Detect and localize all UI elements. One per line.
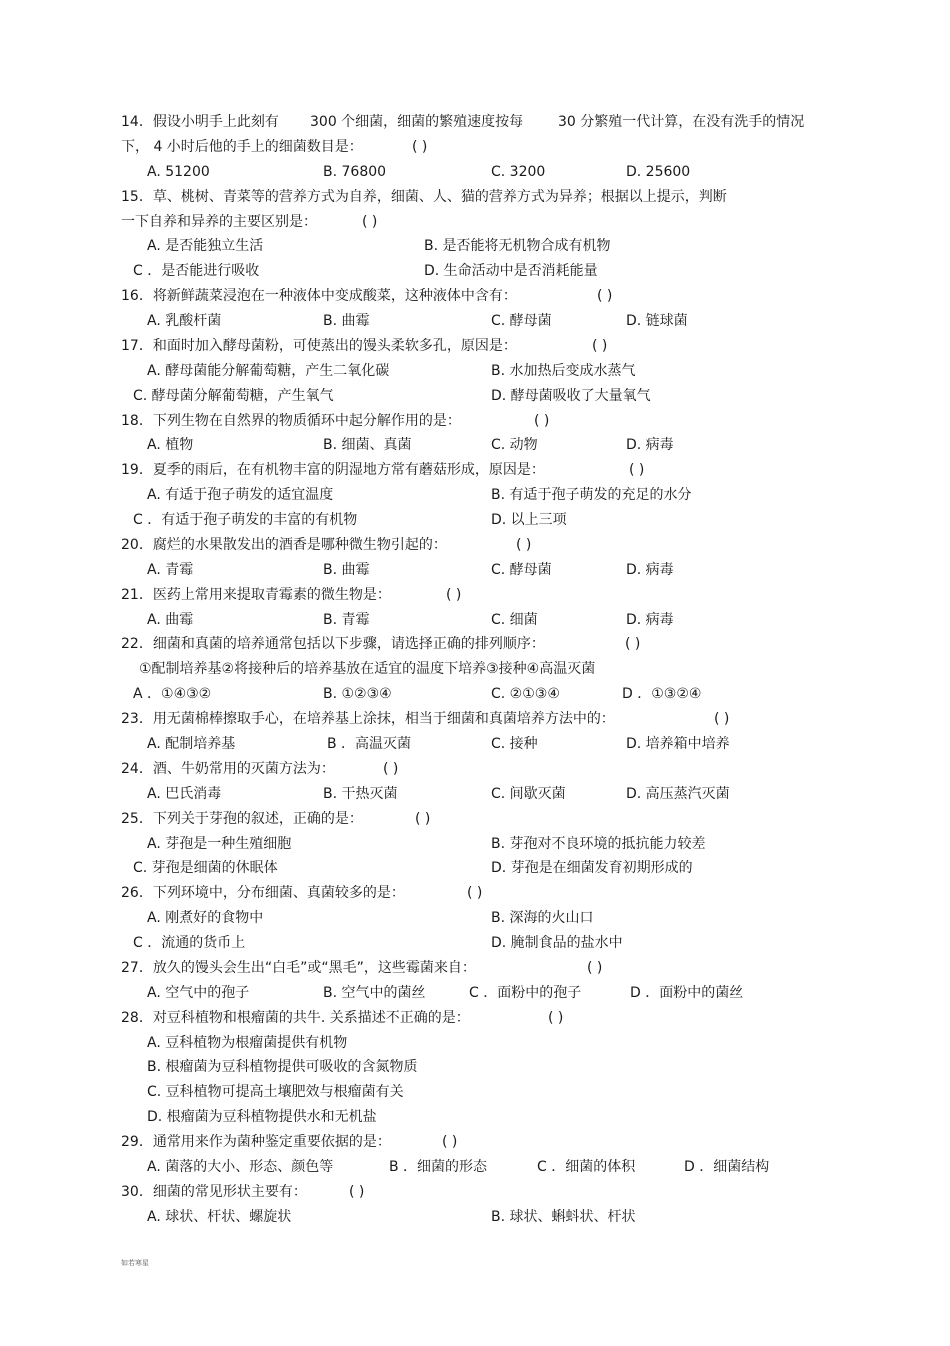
text-segment: D. 根瘤菌为豆科植物提供水和无机盐 xyxy=(147,1109,377,1125)
text-segment: ( ) xyxy=(516,537,532,553)
text-segment: B. 根瘤菌为豆科植物提供可吸收的含氮物质 xyxy=(147,1059,418,1075)
text-line xyxy=(0,634,950,654)
text-segment: ( ) xyxy=(625,636,641,652)
text-segment: ( ) xyxy=(412,139,428,155)
text-segment: 20．腐烂的水果散发出的酒香是哪种微生物引起的： xyxy=(121,537,447,553)
text-segment: D. 酵母菌吸收了大量氧气 xyxy=(491,388,651,404)
text-segment: ( ) xyxy=(714,711,730,727)
page-footer: 如若寒星 xyxy=(121,1259,149,1267)
text-segment: C ．流通的货币上 xyxy=(133,935,246,951)
text-line xyxy=(0,137,950,157)
text-segment: A. 空气中的孢子 xyxy=(147,985,250,1001)
text-segment: 14．假设小明手上此刻有 xyxy=(121,114,279,130)
text-segment: C. 酵母菌 xyxy=(491,562,552,578)
text-segment: A. 51200 xyxy=(147,164,210,180)
text-segment: A. 是否能独立生活 xyxy=(147,238,264,254)
text-segment: ( ) xyxy=(548,1010,564,1026)
text-segment: B. 青霉 xyxy=(323,612,370,628)
text-segment: B. 曲霉 xyxy=(323,313,370,329)
text-segment: A. 刚煮好的食物中 xyxy=(147,910,264,926)
text-segment: A. 菌落的大小、形态、颜色等 xyxy=(147,1159,334,1175)
text-segment: C. 3200 xyxy=(491,164,546,180)
text-segment: C ．有适于孢子萌发的丰富的有机物 xyxy=(133,512,358,528)
text-segment: B. 水加热后变成水蒸气 xyxy=(491,363,636,379)
text-segment: D. 培养箱中培养 xyxy=(626,736,730,752)
text-line xyxy=(0,1033,950,1053)
text-line xyxy=(0,958,950,978)
text-line xyxy=(0,858,950,878)
text-segment: 15．草、桃树、青菜等的营养方式为自养，细菌、人、猫的营养方式为异养；根据以上提示，判断 xyxy=(121,189,727,205)
text-segment: D ．①③②④ xyxy=(622,686,702,702)
text-line xyxy=(0,535,950,555)
text-segment: D. 链球菌 xyxy=(626,313,688,329)
text-line xyxy=(0,834,950,854)
text-segment: C. 动物 xyxy=(491,437,538,453)
text-line xyxy=(0,1182,950,1202)
text-line xyxy=(0,684,950,704)
text-segment: D. 病毒 xyxy=(626,562,674,578)
text-segment: A. 豆科植物为根瘤菌提供有机物 xyxy=(147,1035,348,1051)
text-segment: ①配制培养基②将接种后的培养基放在适宜的温度下培养③接种④高温灭菌 xyxy=(139,661,596,677)
text-segment: 25．下列关于芽孢的叙述，正确的是： xyxy=(121,811,363,827)
text-segment: D ．细菌结构 xyxy=(684,1159,770,1175)
text-line xyxy=(0,411,950,431)
text-segment: A. 酵母菌能分解葡萄糖，产生二氧化碳 xyxy=(147,363,390,379)
text-segment: C. 间歇灭菌 xyxy=(491,786,566,802)
text-segment: 30．细菌的常见形状主要有： xyxy=(121,1184,307,1200)
text-segment: 19．夏季的雨后，在有机物丰富的阴湿地方常有蘑菇形成，原因是： xyxy=(121,462,545,478)
text-segment: A ．①④③② xyxy=(133,686,212,702)
text-segment: B. 曲霉 xyxy=(323,562,370,578)
text-line xyxy=(0,908,950,928)
text-segment: ( ) xyxy=(415,811,431,827)
text-line xyxy=(0,1057,950,1077)
text-segment: B. 干热灭菌 xyxy=(323,786,398,802)
text-segment: D. 以上三项 xyxy=(491,512,567,528)
text-segment: 18．下列生物在自然界的物质循环中起分解作用的是： xyxy=(121,413,461,429)
text-segment: 23．用无菌棉棒擦取手心，在培养基上涂抹，相当于细菌和真菌培养方法中的： xyxy=(121,711,615,727)
text-line xyxy=(0,809,950,829)
text-segment: ( ) xyxy=(534,413,550,429)
text-line xyxy=(0,759,950,779)
text-segment: A. 乳酸杆菌 xyxy=(147,313,222,329)
text-segment: 300 个细菌，细菌的繁殖速度按每 xyxy=(310,114,524,130)
text-line xyxy=(0,311,950,331)
text-line xyxy=(0,1082,950,1102)
text-segment: D. 25600 xyxy=(626,164,691,180)
text-line xyxy=(0,610,950,630)
text-segment: A. 青霉 xyxy=(147,562,194,578)
text-segment: D. 高压蒸汽灭菌 xyxy=(626,786,730,802)
text-segment: B. 细菌、真菌 xyxy=(323,437,412,453)
text-segment: 一下自养和异养的主要区别是： xyxy=(121,214,317,230)
text-segment: B. 深海的火山口 xyxy=(491,910,594,926)
text-line xyxy=(0,236,950,256)
text-line xyxy=(0,983,950,1003)
text-line xyxy=(0,286,950,306)
text-segment: ( ) xyxy=(592,338,608,354)
text-segment: A. 曲霉 xyxy=(147,612,194,628)
text-line xyxy=(0,460,950,480)
text-line xyxy=(0,510,950,530)
text-line xyxy=(0,734,950,754)
text-segment: ( ) xyxy=(597,288,613,304)
text-segment: A. 配制培养基 xyxy=(147,736,236,752)
text-segment: C. 接种 xyxy=(491,736,538,752)
text-segment: A. 巴氏消毒 xyxy=(147,786,222,802)
text-line xyxy=(0,1107,950,1127)
text-segment: C ．面粉中的孢子 xyxy=(469,985,582,1001)
text-line xyxy=(0,1207,950,1227)
text-line xyxy=(0,386,950,406)
text-line xyxy=(0,659,950,679)
text-segment: 30 分繁殖一代计算，在没有洗手的情况 xyxy=(558,114,805,130)
text-line xyxy=(0,883,950,903)
text-line xyxy=(0,435,950,455)
text-segment: ( ) xyxy=(629,462,645,478)
text-line xyxy=(0,933,950,953)
text-line xyxy=(0,361,950,381)
text-line xyxy=(0,112,950,132)
text-segment: 24．酒、牛奶常用的灭菌方法为： xyxy=(121,761,335,777)
text-segment: 17．和面时加入酵母菌粉，可使蒸出的馒头柔软多孔，原因是： xyxy=(121,338,517,354)
text-segment: 27．放久的馒头会生出“白毛”或“黑毛”，这些霉菌来自： xyxy=(121,960,476,976)
text-segment: ( ) xyxy=(383,761,399,777)
text-segment: B ．细菌的形态 xyxy=(389,1159,488,1175)
text-segment: C. 细菌 xyxy=(491,612,538,628)
text-segment: B. 空气中的菌丝 xyxy=(323,985,426,1001)
text-segment: B. 是否能将无机物合成有机物 xyxy=(424,238,611,254)
text-segment: ( ) xyxy=(442,1134,458,1150)
text-segment: 下， 4 小时后他的手上的细菌数目是： xyxy=(121,139,363,155)
text-segment: B. 76800 xyxy=(323,164,387,180)
text-line xyxy=(0,1157,950,1177)
text-segment: B ．高温灭菌 xyxy=(327,736,412,752)
text-line xyxy=(0,709,950,729)
text-segment: D. 病毒 xyxy=(626,612,674,628)
text-segment: 26．下列环境中，分布细菌、真菌较多的是： xyxy=(121,885,405,901)
text-segment: D. 芽孢是在细菌发育初期形成的 xyxy=(491,860,693,876)
text-segment: A. 球状、杆状、螺旋状 xyxy=(147,1209,292,1225)
text-line xyxy=(0,485,950,505)
text-segment: B. ①②③④ xyxy=(323,686,392,702)
text-segment: 22．细菌和真菌的培养通常包括以下步骤，请选择正确的排列顺序： xyxy=(121,636,545,652)
text-segment: C ．细菌的体积 xyxy=(537,1159,636,1175)
text-segment: D. 生命活动中是否消耗能量 xyxy=(424,263,598,279)
text-segment: D ．面粉中的菌丝 xyxy=(630,985,744,1001)
text-segment: ( ) xyxy=(362,214,378,230)
text-segment: 16．将新鲜蔬菜浸泡在一种液体中变成酸菜，这种液体中含有： xyxy=(121,288,517,304)
text-segment: C. 豆科植物可提高土壤肥效与根瘤菌有关 xyxy=(147,1084,404,1100)
text-segment: C. 酵母菌 xyxy=(491,313,552,329)
text-segment: D. 病毒 xyxy=(626,437,674,453)
text-line xyxy=(0,560,950,580)
text-segment: C. 酵母菌分解葡萄糖，产生氧气 xyxy=(133,388,334,404)
text-segment: ( ) xyxy=(446,587,462,603)
text-line xyxy=(0,261,950,281)
text-segment: 21．医药上常用来提取青霉素的微生物是： xyxy=(121,587,391,603)
text-line xyxy=(0,784,950,804)
text-segment: B. 球状、蝌蚪状、杆状 xyxy=(491,1209,636,1225)
text-segment: C ．是否能进行吸收 xyxy=(133,263,260,279)
text-line xyxy=(0,1132,950,1152)
text-line xyxy=(0,162,950,182)
text-segment: D. 腌制食品的盐水中 xyxy=(491,935,623,951)
text-segment: A. 植物 xyxy=(147,437,194,453)
text-segment: ( ) xyxy=(349,1184,365,1200)
text-segment: A. 有适于孢子萌发的适宜温度 xyxy=(147,487,334,503)
text-line xyxy=(0,212,950,232)
text-segment: C. ②①③④ xyxy=(491,686,560,702)
text-segment: ( ) xyxy=(467,885,483,901)
text-segment: C. 芽孢是细菌的休眠体 xyxy=(133,860,278,876)
text-segment: 28．对豆科植物和根瘤菌的共牛. 关系描述不正确的是： xyxy=(121,1010,470,1026)
text-segment: 29．通常用来作为菌种鉴定重要依据的是： xyxy=(121,1134,391,1150)
text-segment: ( ) xyxy=(587,960,603,976)
text-line xyxy=(0,585,950,605)
text-segment: B. 芽孢对不良环境的抵抗能力较差 xyxy=(491,836,706,852)
text-segment: A. 芽孢是一种生殖细胞 xyxy=(147,836,292,852)
text-line xyxy=(0,187,950,207)
text-segment: B. 有适于孢子萌发的充足的水分 xyxy=(491,487,692,503)
text-line xyxy=(0,336,950,356)
text-line xyxy=(0,1008,950,1028)
